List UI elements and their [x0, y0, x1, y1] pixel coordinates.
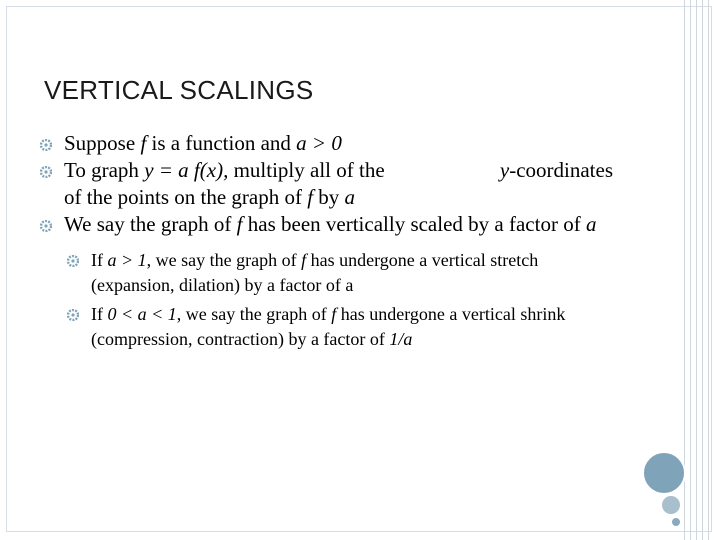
bullet-1: Suppose f is a function and a > 0: [44, 130, 624, 157]
gear-bullet-icon: [40, 139, 52, 151]
bullet-2: To graph y = a f(x), multiply all of the y-coordinates of the points on the graph of f by a: [44, 157, 624, 211]
subbullet-2: If 0 < a < 1, we say the graph of f has undergone a vertical shrink (compression, contraction) by a factor of 1/a: [44, 302, 624, 352]
gear-bullet-icon: [40, 220, 52, 232]
gear-bullet-icon: [40, 166, 52, 178]
decorative-circle-small: [670, 516, 682, 528]
decorative-rule-strip: [682, 0, 710, 540]
decorative-circle-large: [642, 451, 686, 495]
bullet-3: We say the graph of f has been vertically scaled by a factor of a: [44, 211, 624, 238]
slide-body: [44, 130, 624, 352]
decorative-circle-medium: [660, 494, 682, 516]
subbullet-1: If a > 1, we say the graph of f has undergone a vertical stretch (expansion, dilation) by a factor of a: [44, 248, 624, 298]
gear-bullet-icon: [67, 255, 79, 267]
slide-title: VERTICAL SCALINGS: [44, 75, 314, 105]
gear-bullet-icon: [67, 309, 79, 321]
